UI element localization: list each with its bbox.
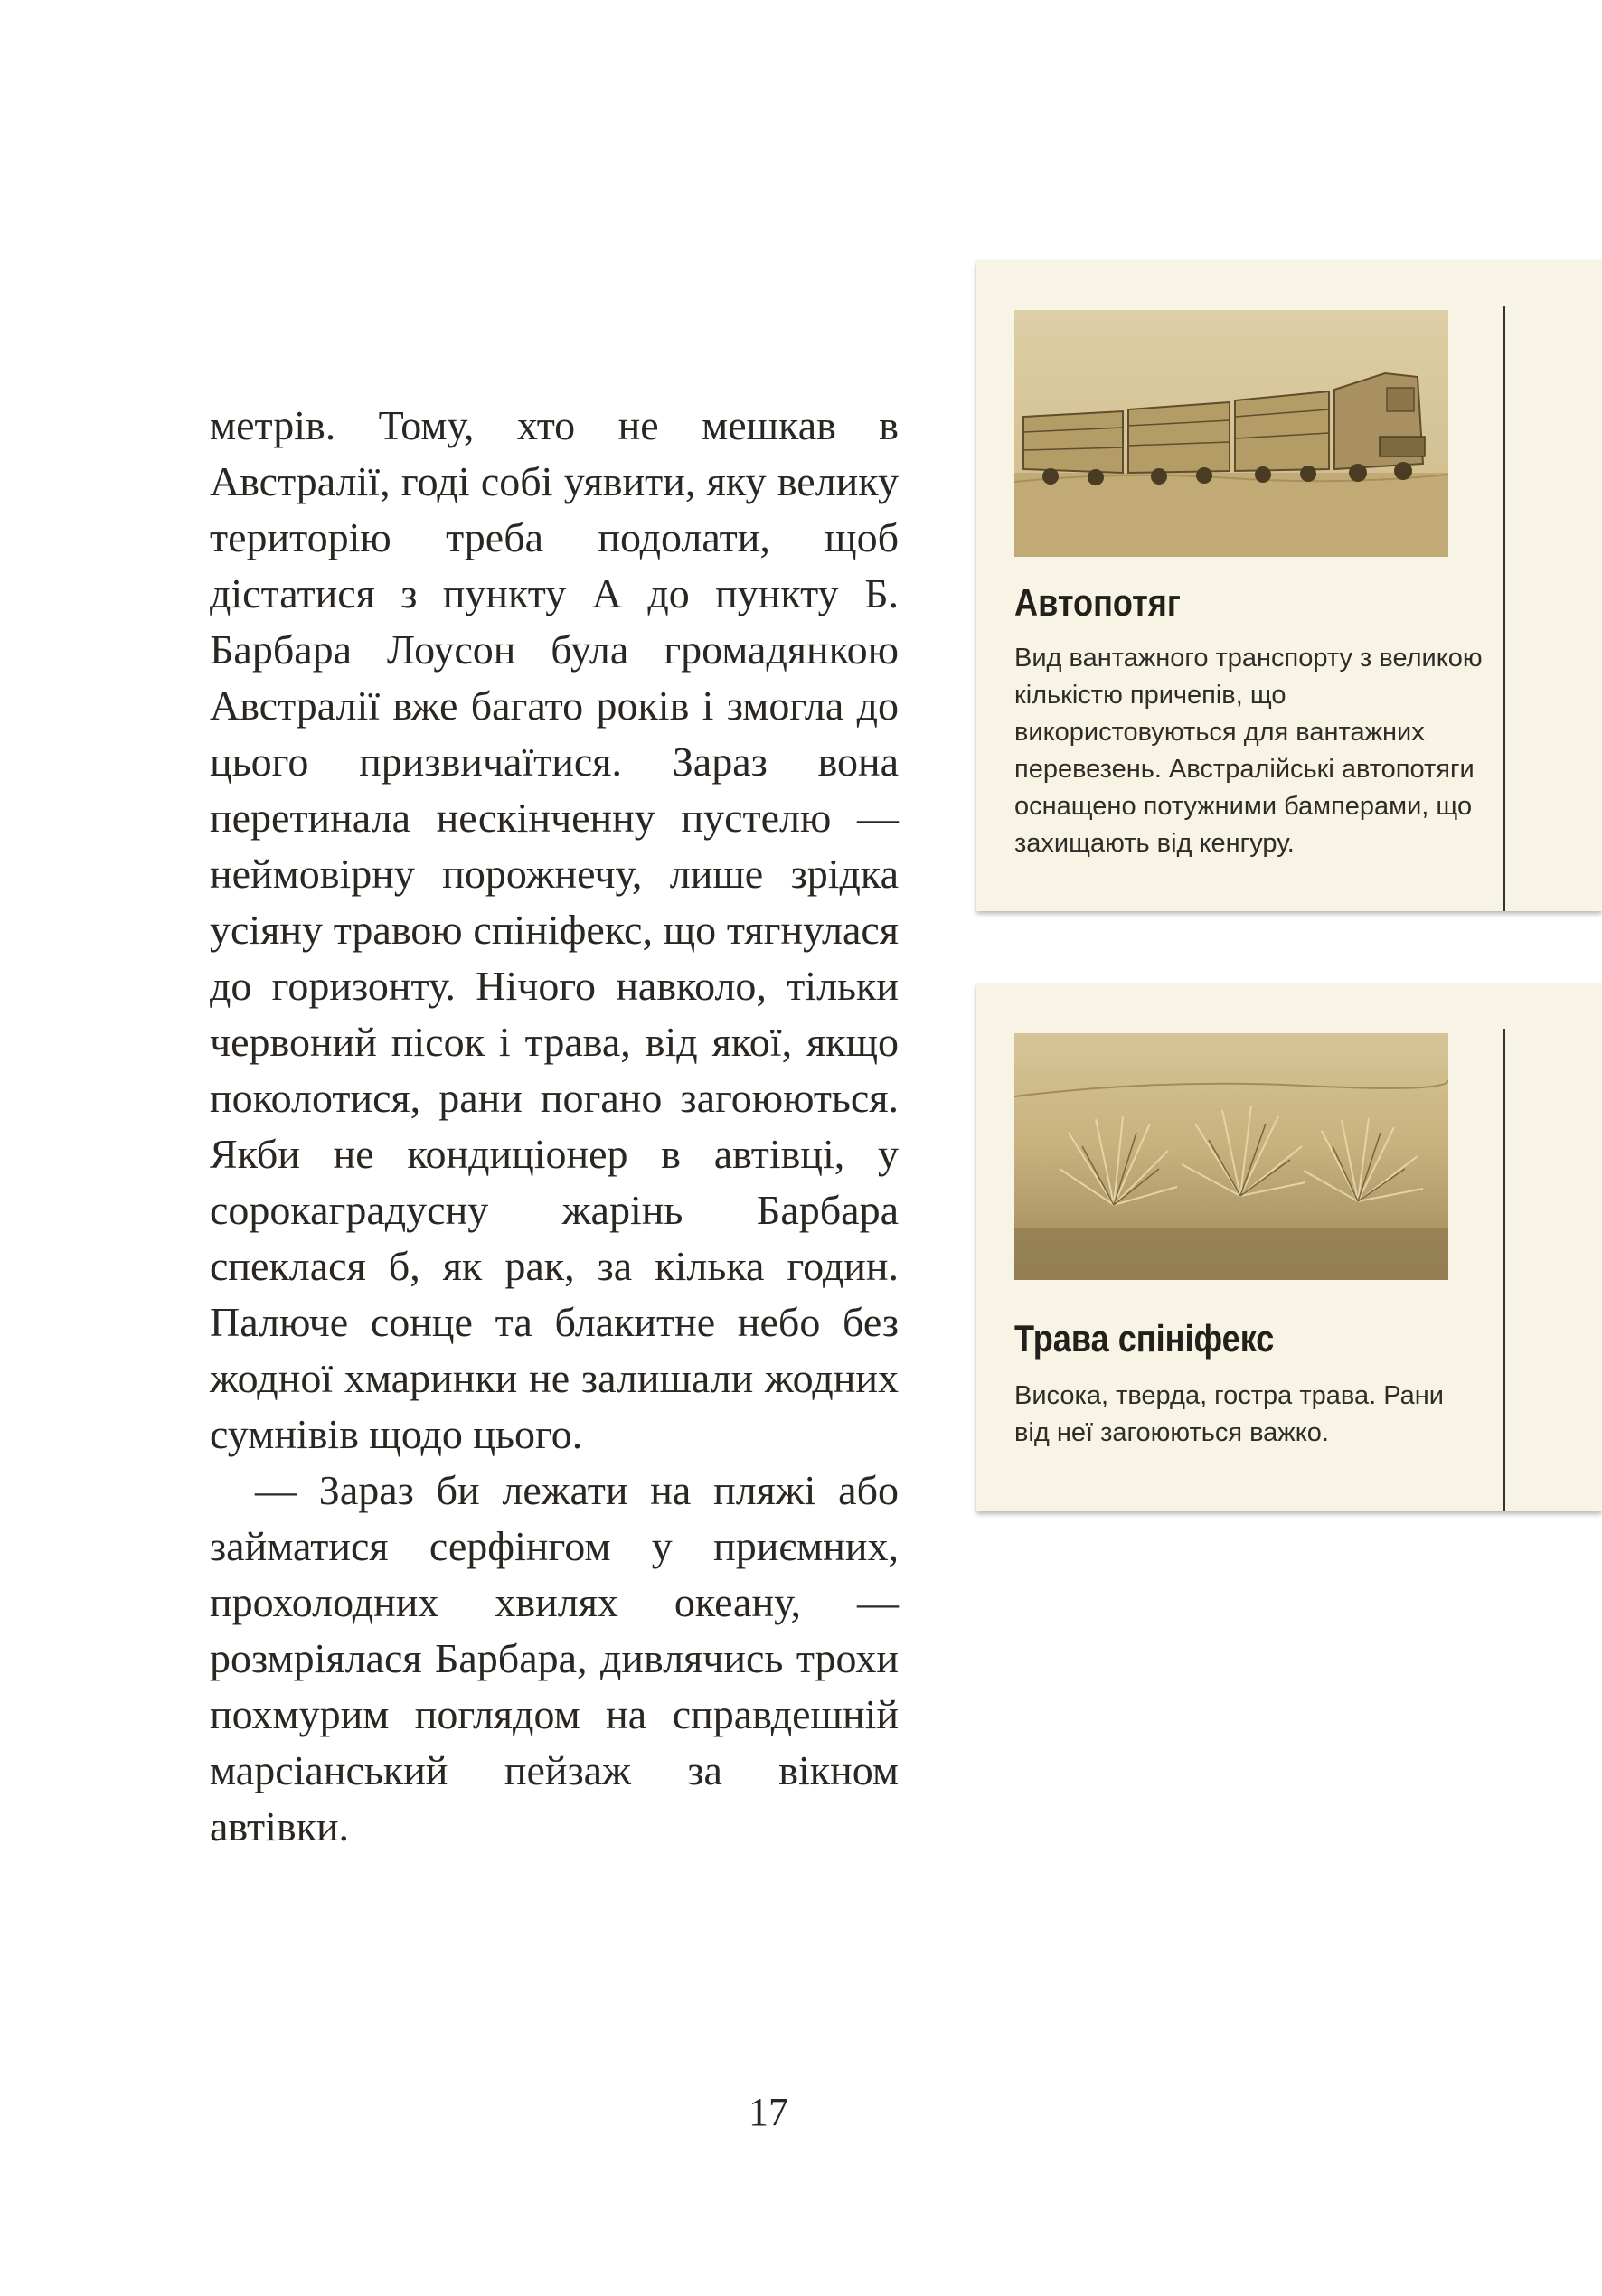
body-paragraph: метрів. Тому, хто не мешкав в Австралії, годі собі уявити, яку велику територію треба подолати, щоб дістатися з пункту А до пункту Б. Барбара Лоусон була громадянкою Австралії вже багато років і змогла до цього призвичаїтися. Зараз вона перетинала нескінченну пустелю — неймовірну порожнечу, лише зрідка усіяну травою спініфекс, що тягнулася до горизонту. Нічого навколо, тільки червоний пісок і трава, від якої, якщо поколотися, рани погано загоюються. Якби не кондиціонер в автівці, у сорокаградусну жарінь Барбара спеклася б, як рак, за кілька годин. Палюче сонце та блакитне небо без жодної хмаринки не залишали жодних сумнівів щодо цього. xyxy=(210,402,899,1457)
body-paragraph: — Зараз би лежати на пляжі або займатися серфінгом у приємних, прохолодних хвилях океану, — розмріялася Барбара, дивлячись трохи похмурим поглядом на справдешній марсіанський пейзаж за вікном автівки. xyxy=(210,1467,899,1849)
card-description: Висока, тверда, гостра трава. Рани від неї загоюються важко. xyxy=(1014,1381,1444,1447)
road-train-illustration-icon xyxy=(1014,310,1448,557)
spinifex-grass-illustration-icon xyxy=(1014,1033,1448,1280)
card-title: Автопотяг xyxy=(1014,581,1181,624)
sidebar-card-spinifex xyxy=(976,983,1602,1511)
page-number: 17 xyxy=(749,2090,788,2134)
card-title: Трава спініфекс xyxy=(1014,1317,1275,1360)
sidebar-card-road-train xyxy=(976,260,1602,911)
main-text-column xyxy=(210,398,899,1855)
card-description: Вид вантажного транспорту з великою кількістю причепів, що використовуються для вантажних перевезень. Австралійські автопотяги оснащено потужними бамперами, що захищають від кенгуру. xyxy=(1014,644,1483,858)
